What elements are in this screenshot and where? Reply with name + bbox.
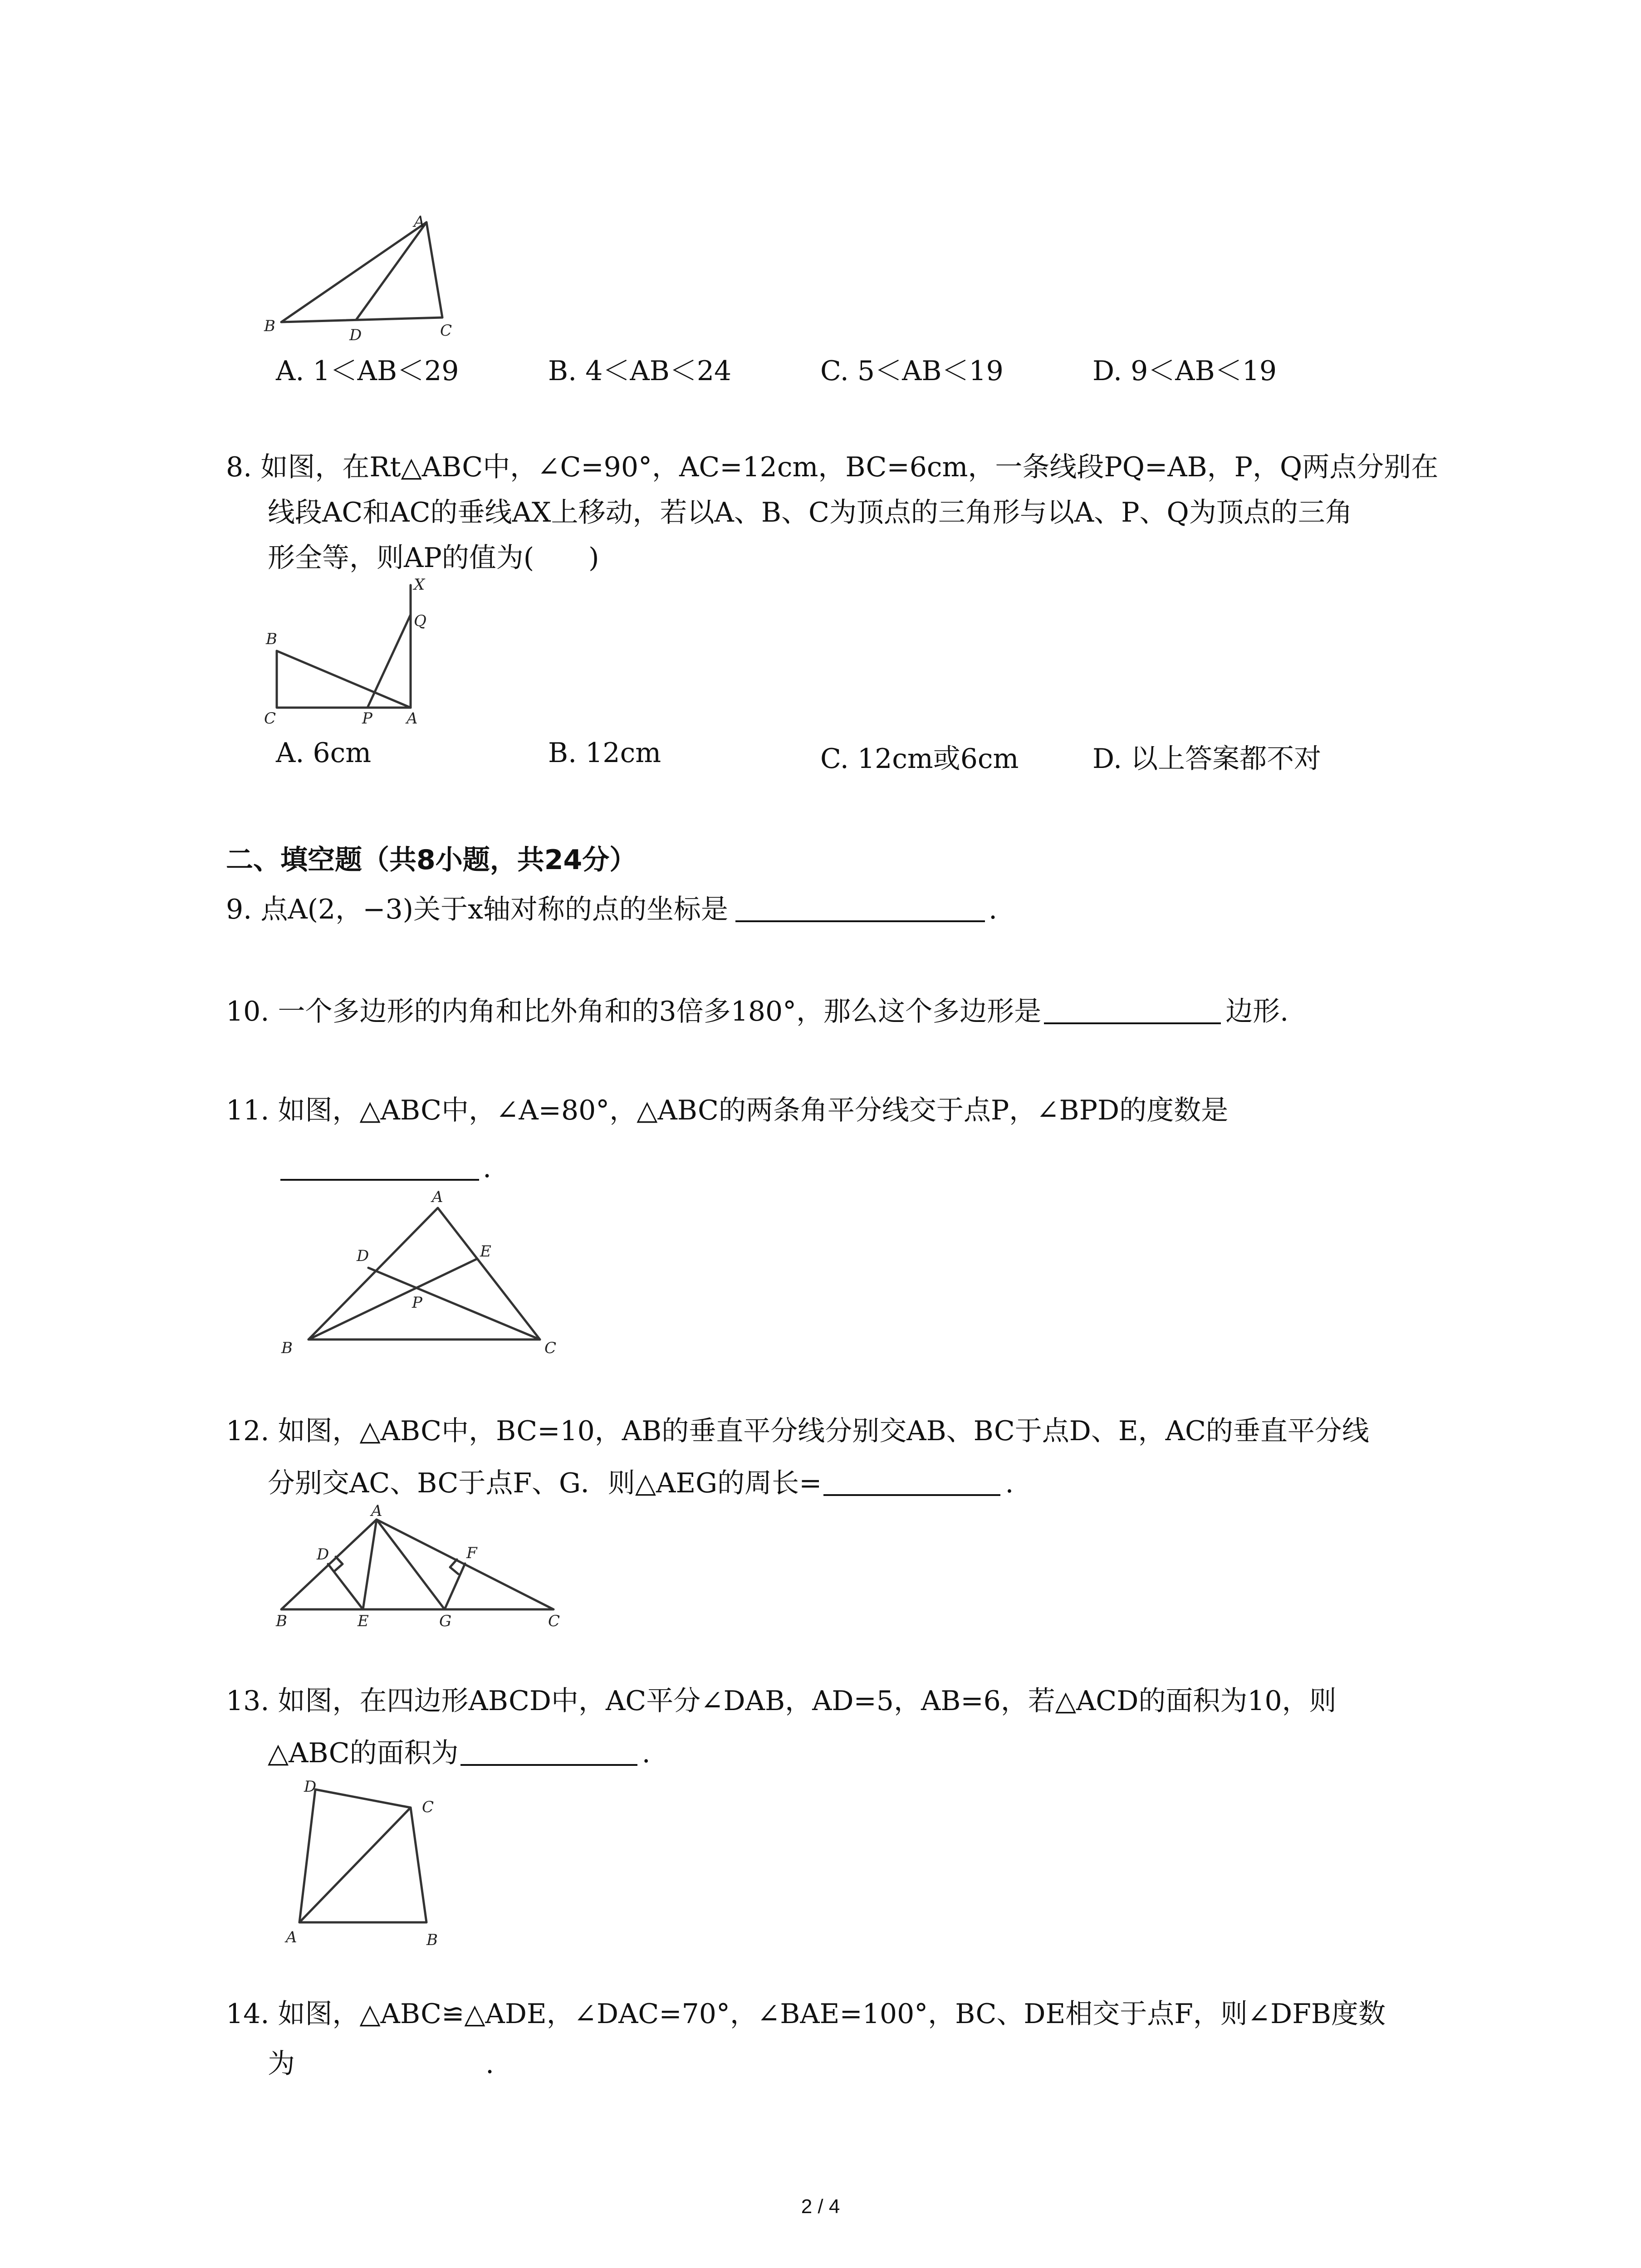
q8-option-d[interactable]: D. 以上答案都不对: [1092, 743, 1322, 775]
q12-answer-blank[interactable]: [823, 1467, 1000, 1496]
q13-text-after: .: [642, 1737, 651, 1769]
q11-answer-blank[interactable]: [280, 1152, 479, 1181]
q7-option-d[interactable]: D. 9＜AB＜19: [1092, 355, 1277, 387]
q11-label-e: E: [480, 1242, 491, 1261]
q9-answer-blank[interactable]: [735, 893, 985, 922]
page-number: 2 / 4: [801, 2195, 840, 2218]
q12-label-f: F: [466, 1544, 477, 1562]
q8-text-line2: 线段AC和AC的垂线AX上移动，若以A、B、C为顶点的三角形与以A、P、Q为顶点的三角: [268, 497, 1352, 528]
section2-heading: 二、填空题（共8小题，共24分）: [226, 844, 637, 876]
q8-label-c: C: [264, 709, 276, 728]
q12-label-a: A: [371, 1502, 382, 1520]
q8-label-p: P: [362, 709, 372, 728]
q8-option-c[interactable]: C. 12cm或6cm: [820, 743, 1019, 775]
q8-text-line3: 形全等，则AP的值为( ): [268, 542, 599, 574]
q7-option-c[interactable]: C. 5＜AB＜19: [820, 355, 1004, 387]
q11-label-c: C: [544, 1339, 557, 1357]
q10-text-after: 边形.: [1225, 996, 1289, 1027]
q10-text-before: 10. 一个多边形的内角和比外角和的3倍多180°，那么这个多边形是: [226, 996, 1042, 1027]
q12-label-d: D: [317, 1545, 329, 1564]
q11-text-line1: 11. 如图，△ABC中，∠A=80°，△ABC的两条角平分线交于点P，∠BPD的度数是: [226, 1095, 1229, 1126]
q8-label-x: X: [414, 576, 425, 594]
q12-text-after: .: [1005, 1467, 1014, 1499]
q7-label-d: D: [349, 326, 362, 344]
q9-text-after: .: [988, 894, 998, 925]
q13-answer-blank[interactable]: [460, 1737, 637, 1766]
q14-text-line2: [268, 2041, 494, 2087]
q10-text: [226, 989, 1288, 1034]
q8-text-line1: 8. 如图，在Rt△ABC中，∠C=90°，AC=12cm，BC=6cm，一条线段PQ=AB，P，Q两点分别在: [226, 451, 1439, 483]
q13-text-before: △ABC的面积为: [268, 1737, 459, 1769]
q13-label-c: C: [422, 1798, 434, 1816]
q12-label-g: G: [439, 1612, 452, 1630]
q8-label-a: A: [407, 709, 418, 728]
q12-text-line2: [268, 1461, 1014, 1506]
q12-label-b: B: [276, 1612, 287, 1630]
q11-triangle-figure: [268, 1182, 558, 1363]
q11-label-p: P: [412, 1294, 422, 1312]
q8-triangle-figure: [254, 576, 445, 730]
q13-text-line1: 13. 如图，在四边形ABCD中，AC平分∠DAB，AD=5，AB=6，若△ACD的面积为10，则: [226, 1685, 1337, 1717]
q12-text-before: 分别交AC、BC于点F、G．则△AEG的周长=: [268, 1467, 822, 1499]
q7-option-b[interactable]: B. 4＜AB＜24: [548, 355, 732, 387]
q7-label-a: A: [414, 213, 425, 231]
q13-text-line2: [268, 1730, 651, 1776]
q7-label-c: C: [440, 322, 452, 340]
q12-text-line1: 12. 如图，△ABC中，BC=10，AB的垂直平分线分别交AB、BC于点D、E，AC的垂直平分线: [226, 1415, 1369, 1447]
q8-option-b[interactable]: B. 12cm: [548, 737, 661, 769]
q12-label-c: C: [548, 1612, 560, 1630]
q14-text-after: .: [485, 2048, 495, 2080]
q7-triangle-figure: [254, 209, 472, 354]
q14-text-before: 为: [268, 2048, 295, 2080]
q8-option-a[interactable]: A. 6cm: [276, 737, 372, 769]
q13-label-d: D: [304, 1778, 317, 1796]
q7-label-b: B: [264, 317, 275, 335]
q8-label-b: B: [266, 630, 277, 648]
q11-label-a: A: [432, 1188, 443, 1206]
q13-label-b: B: [426, 1931, 438, 1949]
q13-quadrilateral-figure: [272, 1778, 472, 1950]
q14-text-line1: 14. 如图，△ABC≌△ADE，∠DAC=70°，∠BAE=100°，BC、DE相交于点F，则∠DFB度数: [226, 1998, 1386, 2030]
q11-text-after: .: [483, 1152, 492, 1184]
q11-label-b: B: [281, 1339, 293, 1357]
q13-label-a: A: [286, 1928, 297, 1946]
q7-option-a[interactable]: A. 1＜AB＜29: [276, 355, 459, 387]
q12-triangle-figure: [268, 1502, 585, 1633]
q8-label-q: Q: [414, 612, 426, 630]
q9-text-before: 9. 点A(2，−3)关于x轴对称的点的坐标是: [226, 894, 728, 925]
q9-text: [226, 887, 997, 932]
q11-label-d: D: [357, 1247, 369, 1265]
q10-answer-blank[interactable]: [1044, 995, 1221, 1024]
q12-label-e: E: [358, 1612, 369, 1630]
